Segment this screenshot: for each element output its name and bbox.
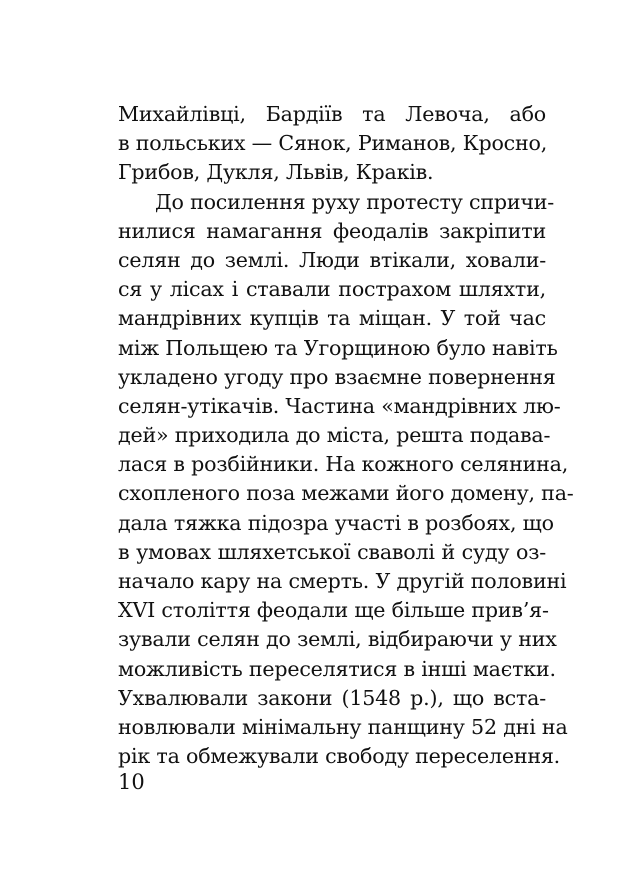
text-line: Ухвалювали закони (1548 р.), що вста-: [118, 685, 546, 710]
text-line: схопленого поза межами його домену, па-: [118, 481, 574, 506]
text-line: між Польщею та Угорщиною було навіть: [118, 335, 558, 360]
text-line: начало кару на смерть. У другій половині: [118, 569, 567, 593]
text-line: селян-утікачів. Частина «мандрівних лю-: [118, 393, 561, 418]
text-line: новлювали мінімальну панщину 52 дні на: [118, 714, 568, 739]
text-line: можливість переселятися в інші маєтки.: [118, 656, 556, 681]
text-line: зували селян до землі, відбираючи у них: [118, 627, 557, 652]
text-line: селян до землі. Люди втікали, ховали-: [118, 247, 546, 272]
text-line: в умовах шляхетської сваволі й суду оз-: [118, 539, 546, 564]
text-line: дала тяжка підозра участі в розбоях, що: [118, 510, 554, 535]
text-line: лася в розбійники. На кожного селянина,: [118, 452, 569, 477]
text-line: мандрівних купців та міщан. У той час: [118, 306, 546, 331]
paragraph-first-line: До посилення руху протесту спричи-: [155, 189, 555, 214]
text-line: Михайлівці, Бардіїв та Левоча, або: [118, 102, 546, 126]
text-line: Грибов, Дукля, Львів, Краків.: [118, 160, 434, 185]
text-line: дей» приходила до міста, решта подава-: [118, 423, 551, 448]
text-line: рік та обмежували свободу переселення.: [118, 744, 561, 769]
text-line: ся у лісах і ставали пострахом шляхти,: [118, 277, 546, 302]
text-line: в польських — Сянок, Риманов, Кросно,: [118, 131, 548, 156]
text-line: нилися намагання феодалів закріпити: [118, 218, 546, 243]
body-text: [118, 100, 574, 771]
text-line: укладено угоду про взаємне повернення: [118, 364, 556, 389]
page-number: 10: [118, 770, 145, 794]
text-line: XVI століття феодали ще більше прив’я-: [118, 598, 549, 623]
